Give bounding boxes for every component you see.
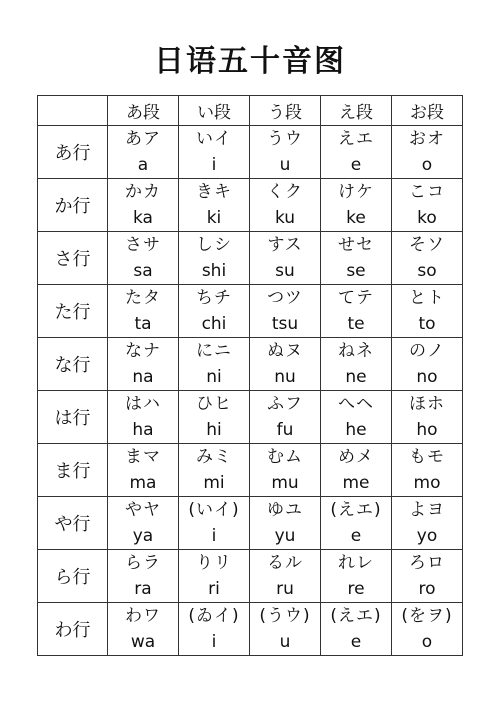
- romaji: chi: [201, 314, 227, 334]
- row-label: わ行: [38, 603, 108, 656]
- romaji: ko: [417, 208, 437, 228]
- romaji: ra: [134, 579, 152, 599]
- kana-chars: ねネ: [338, 341, 374, 361]
- romaji: ro: [418, 579, 436, 599]
- table-row: [38, 497, 463, 550]
- kana-cell: [321, 497, 392, 550]
- kana-chars: ゆユ: [267, 500, 303, 520]
- kana-cell: [250, 497, 321, 550]
- kana-chars: ふフ: [267, 394, 303, 414]
- kana-chars: けケ: [338, 182, 374, 202]
- romaji: nu: [274, 367, 296, 387]
- kana-chars: はハ: [125, 394, 161, 414]
- kana-cell: [321, 391, 392, 444]
- kana-chars: もモ: [409, 447, 445, 467]
- kana-chars: れレ: [338, 553, 374, 573]
- kana-cell: [179, 126, 250, 179]
- romaji: ni: [206, 367, 222, 387]
- kana-cell: [179, 550, 250, 603]
- row-label: は行: [38, 391, 108, 444]
- kana-cell: [392, 126, 463, 179]
- kana-cell: [392, 391, 463, 444]
- kana-chars: (えエ): [330, 606, 382, 626]
- header-row: [38, 96, 463, 126]
- romaji: e: [350, 632, 362, 652]
- romaji: e: [350, 155, 362, 175]
- kana-cell: [179, 285, 250, 338]
- kana-cell: [250, 232, 321, 285]
- kana-cell: [321, 444, 392, 497]
- romaji: ke: [346, 208, 366, 228]
- kana-cell: [179, 391, 250, 444]
- row-label: た行: [38, 285, 108, 338]
- romaji: mi: [203, 473, 225, 493]
- kana-chars: にニ: [196, 341, 232, 361]
- kana-cell: [321, 179, 392, 232]
- kana-cell: [250, 285, 321, 338]
- romaji: ne: [345, 367, 367, 387]
- kana-cell: [108, 232, 179, 285]
- kana-cell: [321, 603, 392, 656]
- table-row: [38, 550, 463, 603]
- romaji: fu: [276, 420, 294, 440]
- page-title: 日语五十音图: [154, 44, 346, 79]
- kana-chars: ひヒ: [196, 394, 232, 414]
- kana-chars: よヨ: [409, 500, 445, 520]
- romaji: so: [417, 261, 437, 281]
- kana-chars: ぬヌ: [267, 341, 303, 361]
- table-row: [38, 391, 463, 444]
- romaji: u: [279, 155, 291, 175]
- romaji: no: [416, 367, 438, 387]
- kana-chars: せセ: [338, 235, 374, 255]
- kana-chars: すス: [267, 235, 303, 255]
- kana-cell: [250, 179, 321, 232]
- kana-chars: ろロ: [409, 553, 445, 573]
- kana-cell: [108, 603, 179, 656]
- kana-cell: [179, 338, 250, 391]
- kana-cell: [250, 338, 321, 391]
- kana-cell: [392, 179, 463, 232]
- romaji: ha: [132, 420, 154, 440]
- kana-cell: [108, 550, 179, 603]
- romaji: ta: [134, 314, 152, 334]
- kana-chars: おオ: [409, 129, 445, 149]
- romaji: sa: [133, 261, 153, 281]
- romaji: su: [275, 261, 295, 281]
- kana-cell: [250, 550, 321, 603]
- column-header-a: あ段: [108, 96, 179, 126]
- kana-cell: [321, 550, 392, 603]
- romaji: u: [279, 632, 291, 652]
- table-row: [38, 179, 463, 232]
- kana-chars: つツ: [267, 288, 303, 308]
- romaji: tsu: [271, 314, 299, 334]
- kana-cell: [108, 497, 179, 550]
- table-row: [38, 338, 463, 391]
- kana-cell: [179, 497, 250, 550]
- row-label: や行: [38, 497, 108, 550]
- kana-cell: [179, 179, 250, 232]
- row-label: か行: [38, 179, 108, 232]
- kana-chars: (うウ): [259, 606, 311, 626]
- table-row: [38, 603, 463, 656]
- romaji: ki: [206, 208, 222, 228]
- romaji: yo: [416, 526, 438, 546]
- kana-chars: ちチ: [196, 288, 232, 308]
- kana-cell: [321, 232, 392, 285]
- kana-cell: [108, 338, 179, 391]
- corner-cell: [38, 96, 108, 126]
- romaji: i: [211, 526, 217, 546]
- kana-chars: るル: [267, 553, 303, 573]
- romaji: ri: [208, 579, 220, 599]
- kana-chars: りリ: [196, 553, 232, 573]
- kana-chars: しシ: [196, 235, 232, 255]
- romaji: re: [347, 579, 365, 599]
- kana-cell: [392, 232, 463, 285]
- table-row: [38, 126, 463, 179]
- romaji: a: [137, 155, 149, 175]
- column-header-o: お段: [392, 96, 463, 126]
- kana-chars: あア: [125, 129, 161, 149]
- table-row: [38, 444, 463, 497]
- romaji: o: [421, 632, 433, 652]
- kana-cell: [179, 603, 250, 656]
- kana-chars: きキ: [196, 182, 232, 202]
- kana-chars: たタ: [125, 288, 161, 308]
- kana-chars: うウ: [267, 129, 303, 149]
- romaji: to: [418, 314, 436, 334]
- column-header-i: い段: [179, 96, 250, 126]
- kana-cell: [321, 126, 392, 179]
- kana-chars: (えエ): [330, 500, 382, 520]
- kana-chars: のノ: [409, 341, 445, 361]
- kana-cell: [392, 444, 463, 497]
- kana-cell: [108, 391, 179, 444]
- romaji: yu: [274, 526, 296, 546]
- romaji: ho: [416, 420, 438, 440]
- romaji: na: [132, 367, 154, 387]
- kana-chars: めメ: [338, 447, 374, 467]
- kana-chars: みミ: [196, 447, 232, 467]
- romaji: he: [345, 420, 367, 440]
- kana-chars: なナ: [125, 341, 161, 361]
- kana-chars: (ゐイ): [188, 606, 240, 626]
- kana-chars: (いイ): [188, 500, 240, 520]
- kana-chars: (をヲ): [401, 606, 453, 626]
- kana-cell: [392, 338, 463, 391]
- kana-chars: えエ: [338, 129, 374, 149]
- kana-cell: [250, 126, 321, 179]
- kana-cell: [321, 285, 392, 338]
- kana-cell: [250, 391, 321, 444]
- romaji: se: [346, 261, 366, 281]
- row-label: さ行: [38, 232, 108, 285]
- kana-chars: かカ: [125, 182, 161, 202]
- romaji: mu: [271, 473, 299, 493]
- table-row: [38, 232, 463, 285]
- kana-cell: [392, 603, 463, 656]
- table-row: [38, 285, 463, 338]
- romaji: ya: [132, 526, 154, 546]
- kana-chars: てテ: [338, 288, 374, 308]
- column-header-u: う段: [250, 96, 321, 126]
- romaji: mo: [413, 473, 441, 493]
- row-label: ま行: [38, 444, 108, 497]
- kana-chars: むム: [267, 447, 303, 467]
- romaji: ru: [276, 579, 294, 599]
- romaji: ka: [133, 208, 153, 228]
- kana-cell: [392, 285, 463, 338]
- kana-cell: [250, 603, 321, 656]
- kana-cell: [108, 285, 179, 338]
- kana-table: [37, 95, 463, 656]
- kana-cell: [392, 550, 463, 603]
- kana-chars: こコ: [409, 182, 445, 202]
- kana-chars: くク: [267, 182, 303, 202]
- row-label: ら行: [38, 550, 108, 603]
- kana-chars: やヤ: [125, 500, 161, 520]
- romaji: ma: [129, 473, 157, 493]
- romaji: hi: [206, 420, 222, 440]
- romaji: shi: [201, 261, 227, 281]
- kana-cell: [321, 338, 392, 391]
- kana-cell: [108, 444, 179, 497]
- romaji: wa: [130, 632, 156, 652]
- romaji: me: [342, 473, 370, 493]
- kana-chars: へヘ: [338, 394, 374, 414]
- kana-chars: さサ: [125, 235, 161, 255]
- kana-cell: [250, 444, 321, 497]
- row-label: あ行: [38, 126, 108, 179]
- row-label: な行: [38, 338, 108, 391]
- romaji: o: [421, 155, 433, 175]
- romaji: ku: [274, 208, 296, 228]
- column-header-e: え段: [321, 96, 392, 126]
- kana-chars: とト: [409, 288, 445, 308]
- kana-cell: [179, 444, 250, 497]
- kana-cell: [108, 126, 179, 179]
- romaji: e: [350, 526, 362, 546]
- kana-chars: ほホ: [409, 394, 445, 414]
- kana-cell: [108, 179, 179, 232]
- kana-chars: らラ: [125, 553, 161, 573]
- kana-cell: [179, 232, 250, 285]
- kana-chars: わワ: [125, 606, 161, 626]
- kana-chars: まマ: [125, 447, 161, 467]
- romaji: te: [347, 314, 365, 334]
- kana-chars: いイ: [196, 129, 232, 149]
- kana-cell: [392, 497, 463, 550]
- romaji: i: [211, 155, 217, 175]
- romaji: i: [211, 632, 217, 652]
- kana-chars: そソ: [409, 235, 445, 255]
